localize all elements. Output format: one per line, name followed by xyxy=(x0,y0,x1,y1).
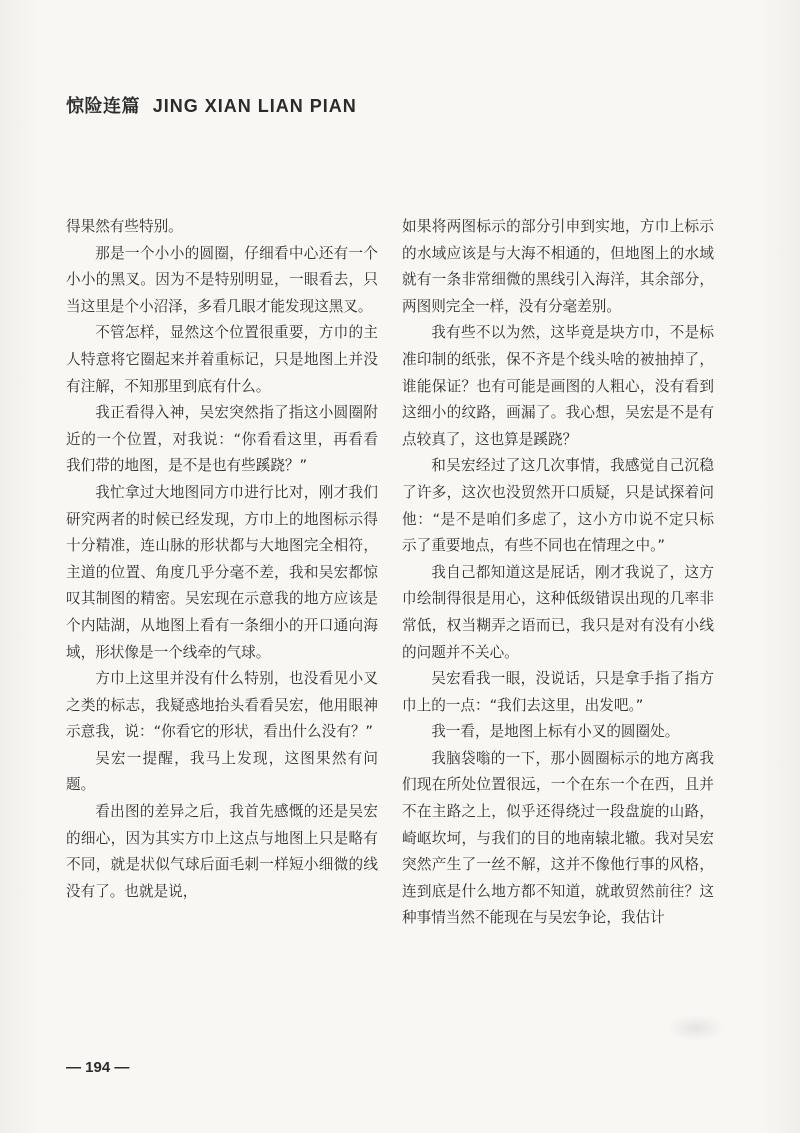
left-text-column xyxy=(66,214,378,905)
paragraph: 我脑袋嗡的一下，那小圆圈标示的地方离我们现在所处位置很远，一个在东一个在西，且并不在主路之上，似乎还得绕过一段盘旋的山路，崎岖坎坷，与我们的目的地南辕北辙。我对吴宏突然产生了一丝不解，这并不像他行事的风格，连到底是什么地方都不知道，就敢贸然前往？这种事情当然不能现在与吴宏争论，我估计 xyxy=(402,749,714,927)
paragraph: 我一看，是地图上标有小叉的圆圈处。 xyxy=(431,723,680,741)
paragraph: 我正看得入神，吴宏突然指了指这小圆圈附近的一个位置，对我说：“你看看这里，再看看我们带的地图，是不是也有些蹊跷？” xyxy=(66,404,378,475)
paragraph: 吴宏看我一眼，没说话，只是拿手指了指方巾上的一点：“我们去这里，出发吧。” xyxy=(402,670,714,714)
paragraph: 不管怎样，显然这个位置很重要，方巾的主人特意将它圈起来并着重标记，只是地图上并没有注解，不知那里到底有什么。 xyxy=(66,324,378,395)
running-header xyxy=(66,92,357,118)
paragraph: 那是一个小小的圆圈，仔细看中心还有一个小小的黑叉。因为不是特别明显，一眼看去，只当这里是个小沼泽，多看几眼才能发现这黑叉。 xyxy=(66,244,378,315)
paragraph: 方巾上这里并没有什么特别，也没看见小叉之类的标志，我疑惑地抬头看看吴宏，他用眼神示意我，说：“你看它的形状，看出什么没有？” xyxy=(66,670,378,741)
paragraph: 吴宏一提醒，我马上发现，这图果然有问题。 xyxy=(66,749,378,794)
section-title-pinyin: JING XIAN LIAN PIAN xyxy=(152,96,357,116)
paragraph: 得果然有些特别。 xyxy=(66,218,183,235)
paragraph: 看出图的差异之后，我首先感慨的还是吴宏的细心，因为其实方巾上这点与地图上只是略有不同，就是状似气球后面毛刺一样短小细微的线没有了。也就是说， xyxy=(66,803,378,900)
paragraph: 我有些不以为然，这毕竟是块方巾，不是标准印制的纸张，保不齐是个线头啥的被抽掉了，谁能保证？也有可能是画图的人粗心，没有看到这细小的纹路，画漏了。我心想，吴宏是不是有点较真了，这也算是蹊跷？ xyxy=(402,324,714,448)
page-number: — 194 — xyxy=(66,1059,130,1076)
section-title-cn: 惊险连篇 xyxy=(66,96,140,117)
paragraph: 我忙拿过大地图同方巾进行比对，刚才我们研究两者的时候已经发现，方巾上的地图标示得十分精准，连山脉的形状都与大地图完全相符，主道的位置、角度几乎分毫不差，我和吴宏都惊叹其制图的精密。吴宏现在示意我的地方应该是个内陆湖，从地图上看有一条细小的开口通向海域，形状像是一个线牵的气球。 xyxy=(66,483,378,661)
paragraph: 和吴宏经过了这几次事情，我感觉自己沉稳了许多，这次也没贸然开口质疑，只是试探着问他：“是不是咱们多虑了，这小方巾说不定只标示了重要地点，有些不同也在情理之中。” xyxy=(402,457,714,555)
right-text-column xyxy=(402,214,714,932)
print-smudge xyxy=(668,1015,724,1041)
paragraph: 我自己都知道这是屁话，刚才我说了，这方巾绘制得很是用心，这种低级错误出现的几率非常低，权当糊弄之语而已，我只是对有没有小线的问题并不关心。 xyxy=(402,563,714,661)
paragraph: 如果将两图标示的部分引申到实地，方巾上标示的水域应该是与大海不相通的，但地图上的水域就有一条非常细微的黑线引入海洋，其余部分，两图则完全一样，没有分毫差别。 xyxy=(402,218,714,315)
